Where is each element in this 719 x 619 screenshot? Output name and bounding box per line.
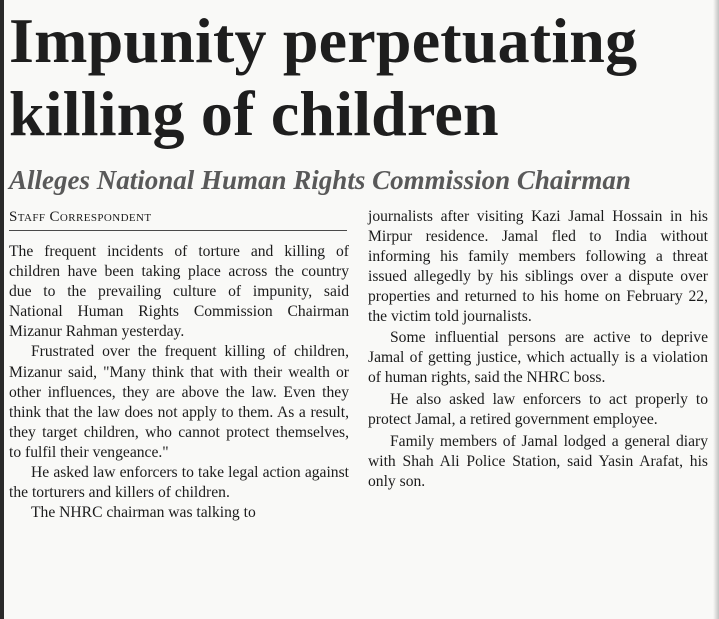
subheadline: Alleges National Human Rights Commission Chairman (9, 165, 631, 195)
paragraph: Frustrated over the frequent killing of children, Mizanur said, "Many think that with their wealth or other influences, they are above the law. Even they think that the law does not apply to them. As a result, they target children, who cannot protect themselves, to fulfil their vengeance." (9, 343, 349, 461)
left-border (0, 0, 4, 619)
paragraph: He asked law enforcers to take legal action against the torturers and killers of children. (9, 464, 349, 502)
paragraph: Family members of Jamal lodged a general diary with Shah Ali Police Station, said Yasin Arafat, his only son. (368, 433, 708, 491)
byline-text: Staff Correspondent (9, 209, 152, 225)
paragraph: He also asked law enforcers to act properly to protect Jamal, a retired government employee. (368, 390, 708, 428)
article-column-left (9, 242, 349, 523)
paragraph: The frequent incidents of torture and killing of children have been taking place across the country due to the prevailing culture of impunity, said National Human Rights Commission Chairman Mizanur Rahman yesterday. (9, 243, 349, 341)
article-column-right (368, 207, 708, 492)
byline (9, 207, 347, 231)
right-edge-shadow (713, 0, 719, 619)
paragraph: The NHRC chairman was talking to (31, 504, 256, 522)
paragraph: journalists after visiting Kazi Jamal Hossain in his Mirpur residence. Jamal fled to India without informing his family members following a threat issued allegedly by his siblings over a dispute over properties and returned to his home on February 22, the victim told journalists. (368, 208, 708, 326)
paragraph: Some influential persons are active to deprive Jamal of getting justice, which actually is a violation of human rights, said the NHRC boss. (368, 328, 708, 386)
headline: Impunity perpetuating killing of children (9, 5, 638, 149)
